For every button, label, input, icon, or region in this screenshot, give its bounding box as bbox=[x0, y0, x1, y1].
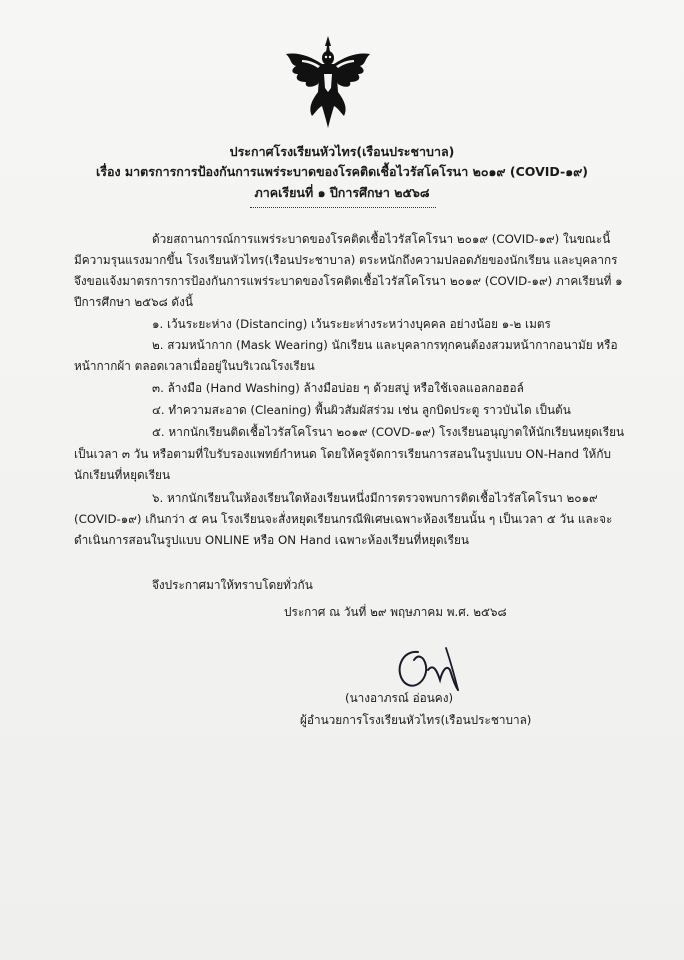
intro-line: ปีการศึกษา ๒๕๖๘ ดังนี้ bbox=[74, 295, 193, 309]
intro-line: ด้วยสถานการณ์การแพร่ระบาดของโรคติดเชื้อไวรัสโคโรนา ๒๐๑๙ (COVID-๑๙) ในขณะนี้ bbox=[152, 232, 611, 246]
measure-item-5-cont: เป็นเวลา ๓ วัน หรือตามที่ใบรับรองแพทย์กำหนด โดยให้ครูจัดการเรียนการสอนในรูปแบบ ON-Hand ให้กับ bbox=[74, 447, 611, 461]
measure-item-4: ๔. ทำความสะอาด (Cleaning) พื้นผิวสัมผัสร่วม เช่น ลูกบิดประตู ราวบันได เป็นต้น bbox=[152, 403, 571, 417]
measure-item-5-cont: นักเรียนที่หยุดเรียน bbox=[74, 468, 171, 482]
signer-title: ผู้อำนวยการโรงเรียนหัวไทร(เรือนประชาบาล) bbox=[300, 713, 532, 727]
announcement-semester: ภาคเรียนที่ ๑ ปีการศึกษา ๒๕๖๘ bbox=[254, 185, 430, 200]
intro-line: มีความรุนแรงมากขึ้น โรงเรียนหัวไทร(เรือนประชาบาล) ตระหนักถึงความปลอดภัยของนักเรียน และบุคลากร bbox=[74, 253, 618, 267]
announcement-date: ประกาศ ณ วันที่ ๒๙ พฤษภาคม พ.ศ. ๒๕๖๘ bbox=[284, 605, 507, 619]
announcement-subject: เรื่อง มาตรการการป้องกันการแพร่ระบาดของโรคติดเชื้อไวรัสโคโรนา ๒๐๑๙ (COVID-๑๙) bbox=[95, 164, 589, 179]
measure-item-2: ๒. สวมหน้ากาก (Mask Wearing) นักเรียน และบุคลากรทุกคนต้องสวมหน้ากากอนามัย หรือ bbox=[152, 338, 618, 352]
measure-item-2-cont: หน้ากากผ้า ตลอดเวลาเมื่ออยู่ในบริเวณโรงเรียน bbox=[74, 359, 315, 373]
garuda-emblem-icon bbox=[282, 34, 374, 130]
intro-line: จึงขอแจ้งมาตรการการป้องกันการแพร่ระบาดของโรคติดเชื้อไวรัสโคโรนา ๒๐๑๙ (COVID-๑๙) ภาคเรียนที่ ๑ bbox=[74, 274, 623, 288]
measure-item-6-cont: (COVID-๑๙) เกินกว่า ๕ คน โรงเรียนจะสั่งหยุดเรียนกรณีพิเศษเฉพาะห้องเรียนนั้น ๆ เป็นเวลา ๕ วัน และจะ bbox=[74, 512, 613, 526]
dotted-separator bbox=[250, 207, 436, 208]
measure-item-1: ๑. เว้นระยะห่าง (Distancing) เว้นระยะห่างระหว่างบุคคล อย่างน้อย ๑-๒ เมตร bbox=[152, 317, 551, 331]
closing-text: จึงประกาศมาให้ทราบโดยทั่วกัน bbox=[152, 578, 313, 592]
measure-item-3: ๓. ล้างมือ (Hand Washing) ล้างมือบ่อย ๆ ด้วยสบู่ หรือใช้เจลแอลกอฮอล์ bbox=[152, 381, 524, 395]
measure-item-5: ๕. หากนักเรียนติดเชื้อไวรัสโคโรนา ๒๐๑๙ (COVD-๑๙) โรงเรียนอนุญาตให้นักเรียนหยุดเรียน bbox=[152, 425, 625, 439]
measure-item-6: ๖. หากนักเรียนในห้องเรียนใดห้องเรียนหนึ่งมีการตรวจพบการติดเชื้อไวรัสโคโรนา ๒๐๑๙ bbox=[152, 491, 598, 505]
signer-name: (นางอาภรณ์ อ่อนคง) bbox=[345, 691, 454, 705]
announcement-title: ประกาศโรงเรียนหัวไทร(เรือนประชาบาล) bbox=[229, 144, 455, 159]
measure-item-6-cont: ดำเนินการสอนในรูปแบบ ONLINE หรือ ON Hand เฉพาะห้องเรียนที่หยุดเรียน bbox=[74, 533, 469, 547]
